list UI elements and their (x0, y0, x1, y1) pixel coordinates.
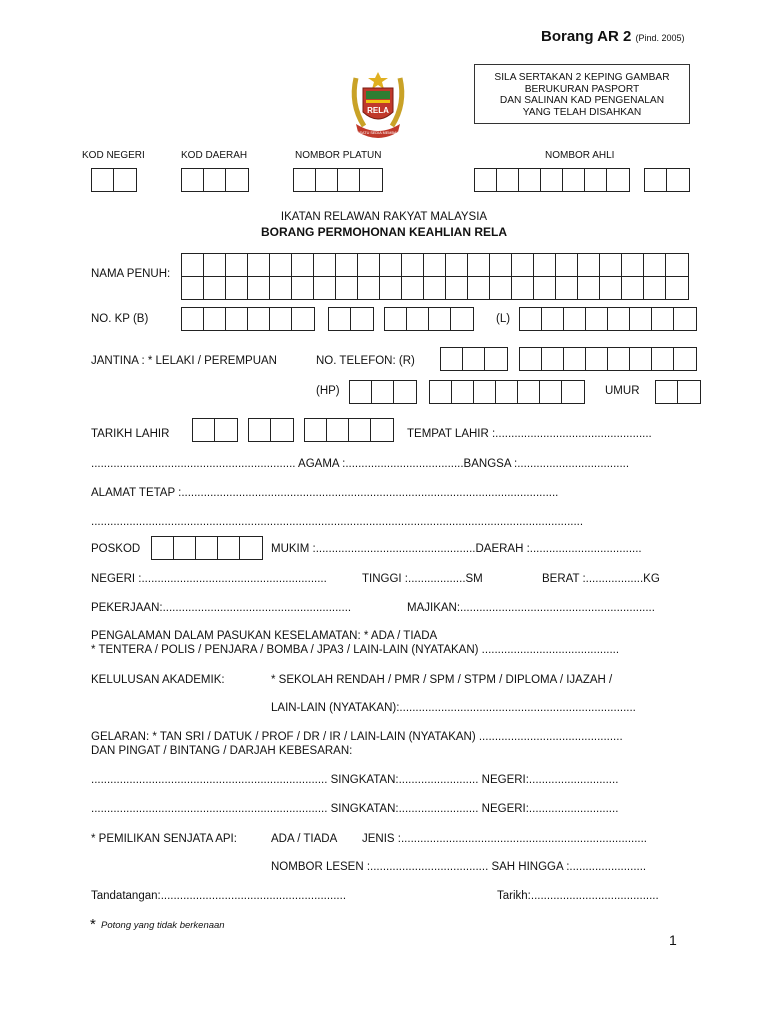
label-firearm: * PEMILIKAN SENJATA API: (91, 833, 237, 845)
photo-note-line: SILA SERTAKAN 2 KEPING GAMBAR (494, 72, 670, 83)
religion-race-line[interactable]: ................................................................ AGAMA :.....................................BANGSA :................................... (91, 458, 630, 470)
phone-mobile-number-input[interactable] (429, 380, 585, 404)
photo-note-line: BERUKURAN PASPORT (524, 83, 640, 95)
academic-options[interactable]: * SEKOLAH RENDAH / PMR / SPM / STPM / DIPLOMA / IJAZAH / (271, 674, 613, 686)
award-row[interactable]: .......................................................................... SINGKATAN:......................... NEGERI:............................ (91, 803, 619, 815)
label-state-code: KOD NEGERI (82, 150, 145, 161)
photo-note-box (474, 64, 690, 124)
place-of-birth-field[interactable]: TEMPAT LAHIR :................................................. (407, 428, 652, 440)
date-field[interactable]: Tarikh:........................................ (497, 890, 659, 902)
phone-home-number-input[interactable] (519, 347, 697, 371)
label-date-of-birth: TARIKH LAHIR (91, 428, 170, 440)
state-field[interactable]: NEGERI :.......................................................... (91, 573, 327, 585)
occupation-field[interactable]: PEKERJAAN:........................................................... (91, 602, 352, 614)
label-district-code: KOD DAERAH (181, 150, 248, 161)
dob-day-input[interactable] (192, 418, 238, 442)
ic-new-part1-input[interactable] (181, 307, 315, 331)
label-ic-new: NO. KP (B) (91, 313, 149, 325)
medal-label: DAN PINGAT / BINTANG / DARJAH KEBESARAN: (91, 745, 353, 757)
signature-field[interactable]: Tandatangan:.......................................................... (91, 890, 347, 902)
label-platoon-number: NOMBOR PLATUN (295, 150, 382, 161)
page-number: 1 (669, 932, 677, 948)
academic-other-field[interactable]: LAIN-LAIN (NYATAKAN):.......................................................................... (271, 702, 636, 714)
phone-mobile-prefix-input[interactable] (349, 380, 417, 404)
award-row[interactable]: .......................................................................... SINGKATAN:......................... NEGERI:............................ (91, 774, 619, 786)
dob-month-input[interactable] (248, 418, 294, 442)
age-input[interactable] (655, 380, 701, 404)
ic-new-part3-input[interactable] (384, 307, 474, 331)
label-age: UMUR (605, 385, 640, 397)
label-gender: JANTINA : * LELAKI / PEREMPUAN (91, 355, 277, 367)
address-line2-field[interactable]: .......................................................................................................................................................... (91, 516, 584, 528)
security-experience-list[interactable]: * TENTERA / POLIS / PENJARA / BOMBA / JPA3 / LAIN-LAIN (NYATAKAN) ........................................... (91, 644, 620, 656)
label-ic-old: (L) (496, 313, 511, 325)
label-postcode: POSKOD (91, 543, 141, 555)
address-field[interactable]: ALAMAT TETAP :...................................................................................................................... (91, 487, 559, 499)
title-honorific-line[interactable]: GELARAN: * TAN SRI / DATUK / PROF / DR / IR / LAIN-LAIN (NYATAKAN) ............................................. (91, 731, 623, 743)
rela-logo (346, 64, 410, 142)
label-academic: KELULUSAN AKADEMIK: (91, 674, 225, 686)
logo-motto: BERSATU SEDIA MEMBANTU (351, 131, 405, 135)
label-phone-home: NO. TELEFON: (R) (316, 355, 415, 367)
full-name-input-row1[interactable] (181, 253, 689, 277)
ic-new-part2-input[interactable] (328, 307, 374, 331)
weight-field[interactable]: BERAT :..................KG (542, 573, 660, 585)
height-field[interactable]: TINGGI :..................SM (362, 573, 483, 585)
label-phone-mobile: (HP) (316, 385, 340, 397)
label-member-number: NOMBOR AHLI (545, 150, 615, 161)
employer-field[interactable]: MAJIKAN:............................................................. (407, 602, 655, 614)
firearm-type-field[interactable]: JENIS :............................................................................. (362, 833, 648, 845)
label-full-name: NAMA PENUH: (91, 268, 171, 280)
form-revision: (Pind. 2005) (635, 33, 685, 43)
full-name-input-row2[interactable] (181, 276, 689, 300)
photo-note-line: DAN SALINAN KAD PENGENALAN (499, 95, 665, 106)
logo-text: RELA (367, 106, 389, 115)
footnote-star: * (90, 916, 96, 933)
postcode-input[interactable] (151, 536, 263, 560)
security-experience-label: PENGALAMAN DALAM PASUKAN KESELAMATAN: * ADA / TIADA (91, 630, 438, 642)
member-number-input[interactable] (474, 168, 630, 192)
mukim-district-line[interactable]: MUKIM :..................................................DAERAH :................................... (271, 543, 642, 555)
photo-note-line: YANG TELAH DISAHKAN (522, 106, 642, 118)
license-field[interactable]: NOMBOR LESEN :..................................... SAH HINGGA :........................ (271, 861, 647, 873)
platoon-number-input[interactable] (293, 168, 383, 192)
district-code-input[interactable] (181, 168, 249, 192)
form-title: BORANG PERMOHONAN KEAHLIAN RELA (261, 225, 507, 239)
firearm-options[interactable]: ADA / TIADA (271, 833, 338, 845)
org-name: IKATAN RELAWAN RAKYAT MALAYSIA (280, 211, 488, 223)
phone-home-prefix-input[interactable] (440, 347, 508, 371)
footnote-text: Potong yang tidak berkenaan (101, 920, 225, 931)
form-code: Borang AR 2 (Pind. 2005) (541, 28, 685, 45)
ic-old-input[interactable] (519, 307, 697, 331)
member-number-suffix-input[interactable] (644, 168, 690, 192)
dob-year-input[interactable] (304, 418, 394, 442)
state-code-input[interactable] (91, 168, 137, 192)
